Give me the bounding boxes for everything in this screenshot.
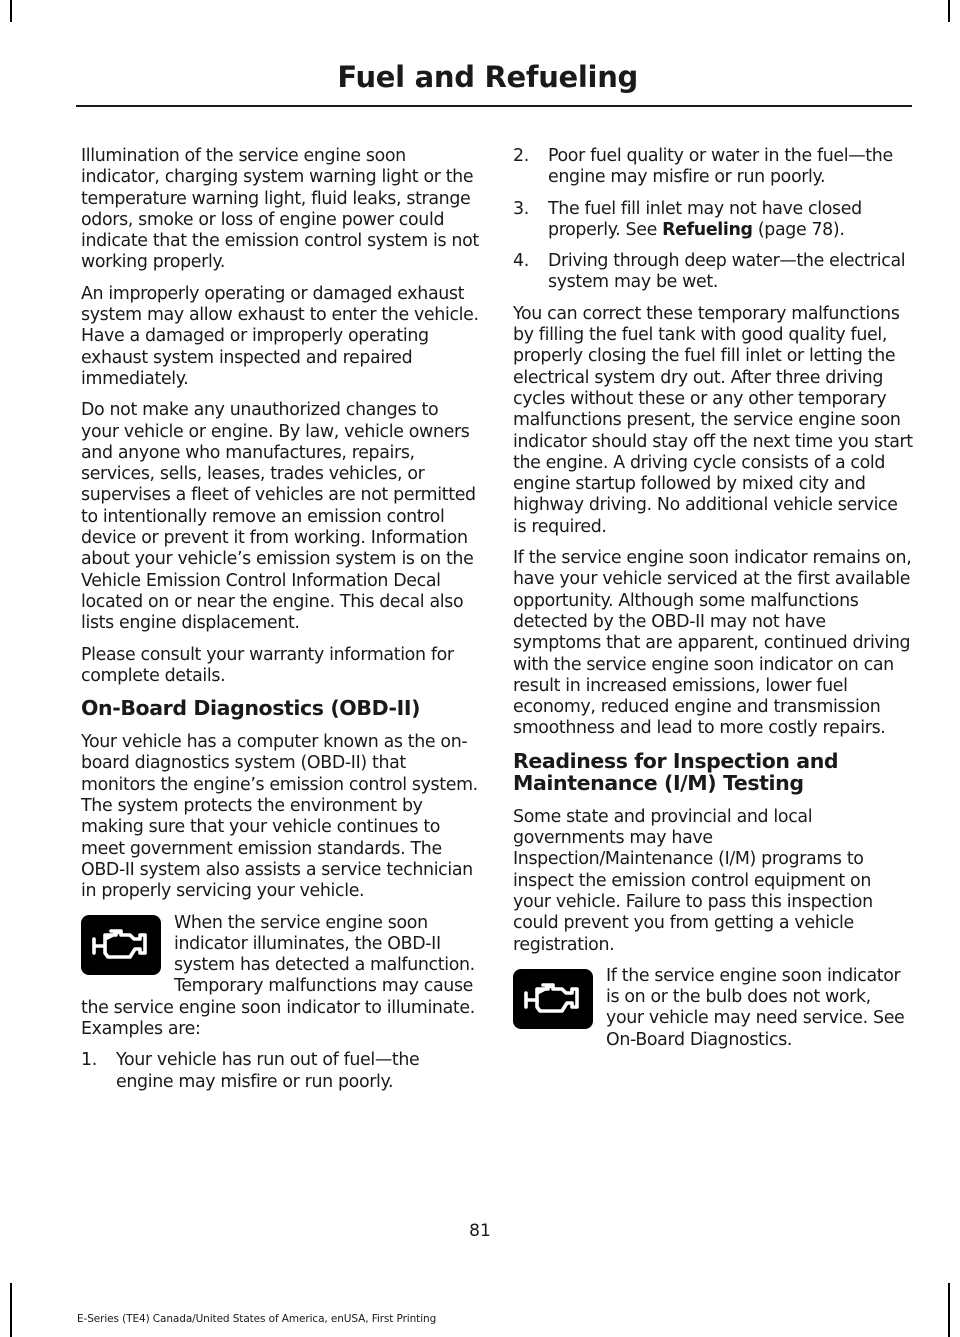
header-divider xyxy=(76,105,912,107)
page-number: 81 xyxy=(469,1221,491,1241)
paragraph: If the service engine soon indicator is on or the bulb does not work, your vehicle may need service. See On-Board Diagnostics. xyxy=(606,965,905,1050)
section-heading-obd: On-Board Diagnostics (OBD-II) xyxy=(81,696,421,721)
section-heading-im: Readiness for Inspection and Maintenance (I/M) Testing xyxy=(513,748,839,795)
check-engine-icon xyxy=(81,915,161,975)
paragraph: Some state and provincial and local governments may have Inspection/Maintenance (I/M) programs to inspect the emission control equipment on your vehicle. Failure to pass this inspection could prevent you from getting a vehicle registration. xyxy=(513,806,873,955)
left-column xyxy=(81,146,479,1103)
crop-mark-bottom-right xyxy=(948,1283,950,1337)
list-item: 1. Your vehicle has run out of fuel—the engine may misfire or run poorly. xyxy=(81,1050,420,1092)
right-column xyxy=(513,146,913,1061)
crop-mark-bottom-left xyxy=(10,1283,12,1337)
paragraph: Please consult your warranty information for complete details. xyxy=(81,644,454,686)
list-item: 2. Poor fuel quality or water in the fuel—the engine may misfire or run poorly. xyxy=(513,146,893,188)
icon-paragraph xyxy=(513,966,913,1051)
paragraph: Do not make any unauthorized changes to your vehicle or engine. By law, vehicle owners and anyone who manufactures, repairs, services, sells, leases, trades vehicles, or supervises a fleet of vehicles are not permitted to intentionally remove an emission control device or prevent it from working. Information about your vehicle’s emission system is on the Vehicle Emission Control Information Decal located on or near the engine. This decal also lists engine displacement. xyxy=(81,400,476,634)
paragraph: Your vehicle has a computer known as the on-board diagnostics system (OBD-II) that monitors the engine’s emission control system. The system protects the environment by making sure that your vehicle continues to meet government emission standards. The OBD-II system also assists a service technician in properly servicing your vehicle. xyxy=(81,732,478,902)
list-item: 4. Driving through deep water—the electrical system may be wet. xyxy=(513,251,906,293)
paragraph: When the service engine soon indicator illuminates, the OBD-II system has detected a malfunction. Temporary malfunctions may cause the service engine soon indicator to illuminate. Examples are: xyxy=(81,912,475,1039)
list-item: 3. The fuel fill inlet may not have closed properly. See Refueling (page 78). xyxy=(513,198,862,240)
check-engine-icon-graphic xyxy=(522,979,584,1019)
paragraph: If the service engine soon indicator remains on, have your vehicle serviced at the first available opportunity. Although some malfunctions detected by the OBD-II may not have symptoms that are apparent, continued driving with the service engine soon indicator on can result in increased emissions, lower fuel economy, reduced engine and transmission smoothness and lead to more costly repairs. xyxy=(513,548,912,739)
check-engine-icon-graphic xyxy=(90,925,152,965)
check-engine-icon xyxy=(513,969,593,1029)
paragraph: An improperly operating or damaged exhaust system may allow exhaust to enter the vehicle. Have a damaged or improperly operating exhaust system inspected and repaired immediately. xyxy=(81,283,479,389)
print-info: E-Series (TE4) Canada/United States of America, enUSA, First Printing xyxy=(77,1313,437,1325)
icon-paragraph xyxy=(81,913,479,1041)
refueling-link[interactable]: Refueling xyxy=(662,219,753,240)
page-title: Fuel and Refueling xyxy=(337,60,638,94)
crop-mark-top-right xyxy=(948,0,950,22)
crop-mark-top-left xyxy=(10,0,12,22)
paragraph: Illumination of the service engine soon indicator, charging system warning light or the temperature warning light, fluid leaks, strange odors, smoke or loss of engine power could indicate that the emission control system is not working properly. xyxy=(81,146,479,273)
paragraph: You can correct these temporary malfunctions by filling the fuel tank with good quality fuel, properly closing the fuel fill inlet or letting the electrical system dry out. After three driving cycles without these or any other temporary malfunctions present, the service engine soon indicator should stay off the next time you start the engine. A driving cycle consists of a cold engine startup followed by mixed city and highway driving. No additional vehicle service is required. xyxy=(513,303,913,537)
